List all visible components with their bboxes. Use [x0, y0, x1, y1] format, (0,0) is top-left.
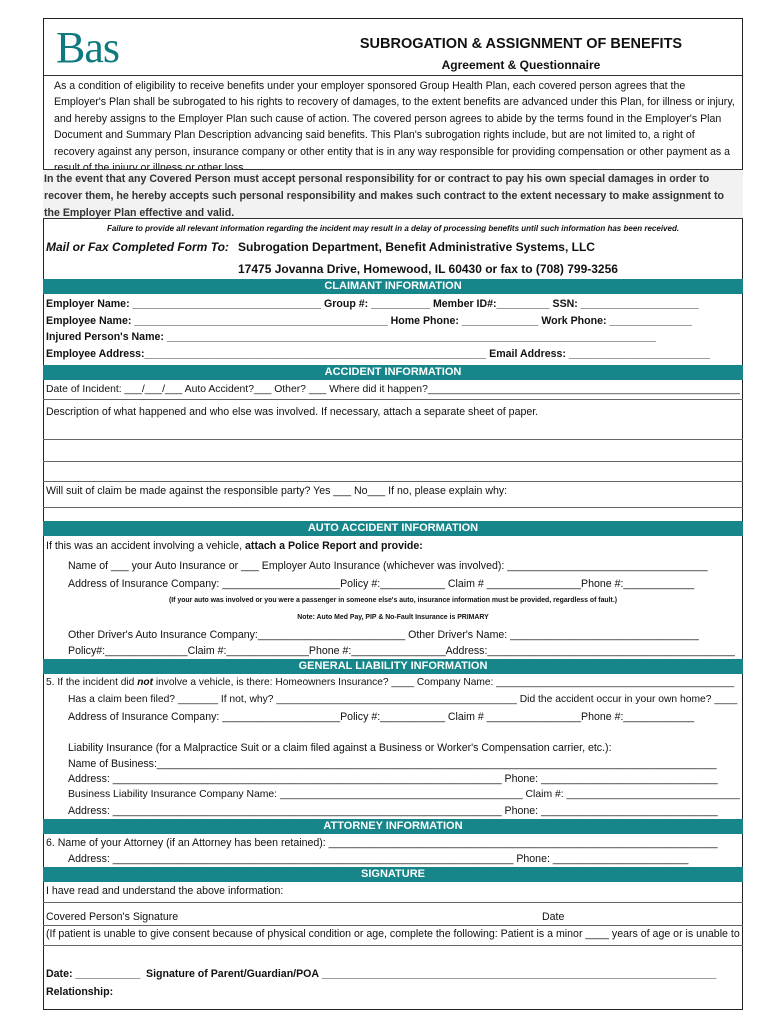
auto-intro: If this was an accident involving a vehicle, attach a Police Report and provide:	[46, 540, 423, 552]
divider	[43, 169, 743, 170]
mail-label: Mail or Fax Completed Form To:	[46, 240, 229, 254]
section-signature: SIGNATURE	[43, 867, 743, 882]
divider	[43, 75, 743, 76]
description-line[interactable]	[43, 439, 743, 440]
responsibility-paragraph: In the event that any Covered Person must accept personal responsibility for or contract to pay his own special damages in order to recover them, he hereby accepts such personal responsibility and makes such contract to the extent necessary to make assignment to the Employer Plan effective and valid.	[44, 173, 725, 219]
covered-person-signature-label[interactable]: Covered Person's Signature	[46, 911, 179, 923]
divider	[43, 481, 743, 482]
divider	[43, 902, 743, 903]
attorney-address-row[interactable]: Address: ____________________________________________________________________ Phone: _______________________	[68, 853, 689, 865]
employee-name-row[interactable]: Employee Name: ___________________________________________ Home Phone: _____________ Work Phone: ______________	[46, 315, 692, 327]
parent-date-field[interactable]: Date: ___________	[46, 968, 141, 980]
description-label: Description of what happened and who else was involved. If necessary, attach a separate sheet of paper.	[46, 406, 539, 418]
intro-paragraph: As a condition of eligibility to receive benefits under your employer sponsored Group Health Plan, each covered person agrees that the Employer's Plan shall be subrogated to his rights to recovery of damages, to the extent benefits are advanced under this Plan, for illness or injury, and hereby assigns to the Employer Plan such cause of action. The covered person agrees to abide by the terms found in the Employer's Plan Document and Summary Plan Description advancing said benefits. This Plan's subrogation rights include, but are not limited to, a right of recovery against any person, insurance company or other entity that is in any way responsible for providing compensation or other payment as a	[54, 80, 735, 158]
signature-date-label[interactable]: Date	[542, 911, 565, 923]
divider	[43, 218, 743, 219]
section-attorney: ATTORNEY INFORMATION	[43, 819, 743, 834]
business-address-row[interactable]: Address: __________________________________________________________________ Phone: ______________________________	[68, 773, 718, 785]
attorney-name-row[interactable]: 6. Name of your Attorney (if an Attorney has been retained): __________________________________________________________________	[46, 837, 718, 849]
explain-line[interactable]	[43, 507, 743, 508]
divider	[43, 399, 743, 400]
section-auto: AUTO ACCIDENT INFORMATION	[43, 521, 743, 536]
mail-address: 17475 Jovanna Drive, Homewood, IL 60430 or fax to (708) 799-3256	[238, 262, 618, 276]
business-liability-company-row[interactable]: Business Liability Insurance Company Name: __________________________________________ Claim #: ______________________________	[68, 789, 740, 800]
auto-insurance-row[interactable]: Name of ___ your Auto Insurance or ___ Employer Auto Insurance (whichever was involved): __________________________________	[68, 560, 708, 572]
employer-name-row[interactable]: Employer Name: ________________________________ Group #: __________ Member ID#:_________ SSN: ____________________	[46, 298, 699, 310]
parent-signature-field[interactable]: Signature of Parent/Guardian/POA ___________________________________________________________________	[146, 968, 717, 980]
employee-address-row[interactable]: Employee Address:__________________________________________________________ Email Address: ________________________	[46, 348, 711, 360]
date-of-incident-row[interactable]: Date of Incident: ___/___/___ Auto Accident?___ Other? ___ Where did it happen?______________________________________________________	[46, 384, 740, 395]
acknowledgement-text: I have read and understand the above information:	[46, 885, 284, 897]
auto-note-primary: Note: Auto Med Pay, PIP & No-Fault Insurance is PRIMARY	[297, 614, 489, 621]
form-title: SUBROGATION & ASSIGNMENT OF BENEFITS	[359, 36, 683, 52]
section-claimant: CLAIMANT INFORMATION	[43, 279, 743, 294]
bas-logo: Bas	[56, 23, 119, 72]
divider	[43, 945, 743, 946]
business-name-row[interactable]: Name of Business:_______________________________________________________________________________________________	[68, 758, 717, 770]
liability-insurance-label: Liability Insurance (for a Malpractice Suit or a claim filed against a Business or Worker's Compensation carrier, etc.):	[68, 742, 612, 754]
section-accident: ACCIDENT INFORMATION	[43, 365, 743, 380]
other-driver-row[interactable]: Other Driver's Auto Insurance Company:_________________________ Other Driver's Name: ________________________________	[68, 629, 699, 641]
homeowners-row[interactable]: 5. If the incident did not involve a vehicle, is there: Homeowners Insurance? ____ Company Name: __________________________________________	[46, 677, 735, 688]
auto-note-fault: (If your auto was involved or you were a passenger in someone else's auto, insurance information must be provided, regardless of fault.)	[168, 597, 618, 604]
form-subtitle: Agreement & Questionnaire	[441, 58, 601, 72]
mail-department: Subrogation Department, Benefit Administrative Systems, LLC	[238, 240, 595, 254]
consent-instructions: (If patient is unable to give consent because of physical condition or age, complete the following: Patient is a minor ____ years of age or is unable to	[46, 928, 740, 940]
relationship-field[interactable]: Relationship:	[46, 986, 114, 998]
injured-person-row[interactable]: Injured Person's Name: ___________________________________________________________________________________	[46, 331, 656, 343]
suit-question[interactable]: Will suit of claim be made against the responsible party? Yes ___ No___ If no, please explain why:	[46, 485, 508, 497]
other-driver-policy-row[interactable]: Policy#:______________Claim #:______________Phone #:________________Address:__________________________________________	[68, 645, 735, 657]
description-line[interactable]	[43, 461, 743, 462]
auto-insurance-address-row[interactable]: Address of Insurance Company: ____________________Policy #:___________ Claim # ________________Phone #:____________	[68, 578, 695, 590]
section-general-liability: GENERAL LIABILITY INFORMATION	[43, 659, 743, 674]
business-liability-address-row[interactable]: Address: __________________________________________________________________ Phone: ______________________________	[68, 805, 718, 817]
divider	[43, 925, 743, 926]
claim-filed-row[interactable]: Has a claim been filed? _______ If not, why? __________________________________________ Did the accident occur in your own home? ____	[68, 694, 738, 705]
failure-note: Failure to provide all relevant information regarding the incident may result in a delay of processing benefits until such information has been received.	[106, 224, 680, 233]
gl-insurance-address-row[interactable]: Address of Insurance Company: ____________________Policy #:___________ Claim # ________________Phone #:____________	[68, 711, 695, 723]
